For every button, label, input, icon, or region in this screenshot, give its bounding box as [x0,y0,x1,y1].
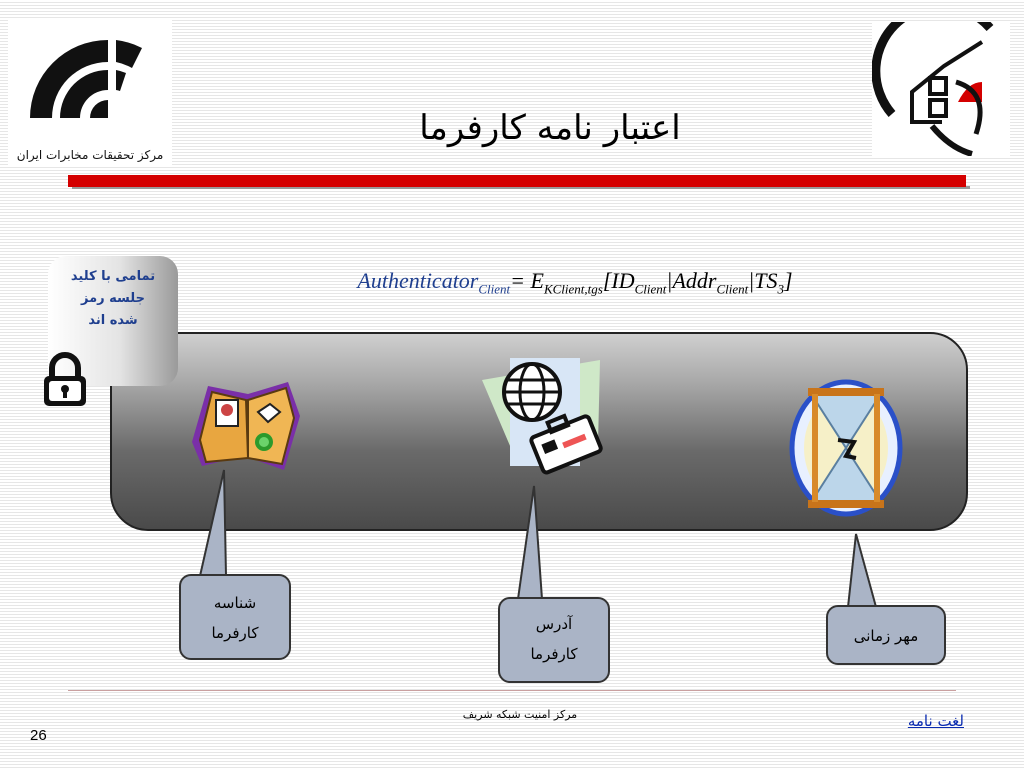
authenticator-formula [240,268,910,297]
formula-key-sub: KClient,tgs [543,281,603,297]
page-title: اعتبار نامه کارفرما [419,108,681,148]
note-line: شده اند [88,313,138,328]
note-line: تمامی با کلید [70,269,156,284]
callout-line: کارفرما [530,645,578,663]
formula-id: [ID [602,268,635,293]
formula-addr-sub: Client [716,281,749,297]
formula-equals: = E [510,268,544,293]
signal-arcs-icon [8,18,172,138]
page-number: 26 [30,727,47,744]
formula-addr: |Addr [666,268,717,293]
callout-line: کارفرما [211,624,259,642]
note-line: جلسه رمز [81,291,145,306]
formula-authenticator-sub: Client [478,281,511,297]
id-card-icon [188,378,306,474]
footer-divider [68,690,956,691]
footer-center-text: مرکز امنیت شبکه شریف [462,708,578,721]
callout-line: مهر زمانی [853,627,919,645]
globe-briefcase-icon [480,356,604,476]
logo-caption: مرکز تحقیقات مخابرات ایران [16,148,164,162]
callout-line: آدرس [535,615,573,633]
sharif-emblem-icon [872,22,1010,156]
title-underline [68,175,966,187]
lock-icon [40,352,90,408]
iran-telecom-logo [8,18,172,166]
callout-client-address [498,597,610,683]
formula-ts-sub: 3 [777,281,785,297]
formula-close: ] [784,268,793,293]
formula-authenticator: Authenticator [357,268,479,293]
callout-timestamp [826,605,946,665]
callout-client-id [179,574,291,660]
callout-line: شناسه [213,594,257,612]
hourglass-icon [786,378,906,518]
glossary-link[interactable]: لغت نامه [907,712,964,730]
formula-ts: |TS [748,268,778,293]
formula-id-sub: Client [634,281,667,297]
sharif-logo [872,22,1010,156]
